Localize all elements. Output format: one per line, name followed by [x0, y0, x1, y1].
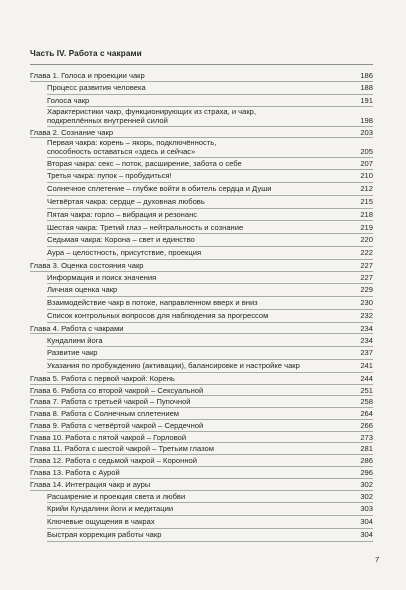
section-row-title: Кундалини йога: [47, 335, 103, 345]
section-row-title: Ключевые ощущения в чакрах: [47, 517, 155, 527]
section-row: [30, 247, 373, 260]
section-row-title: Развитие чакр: [47, 348, 98, 358]
section-row-title: Голоса чакр: [47, 95, 90, 105]
chapter-row: [30, 479, 373, 491]
chapter-row: [30, 432, 373, 444]
chapter-row-title: Глава 8. Работа с Солнечным сплетением: [30, 409, 180, 419]
section-row-page: 219: [360, 222, 373, 232]
section-row: [30, 209, 373, 222]
chapter-row: [30, 443, 373, 455]
chapter-row-page: 258: [360, 397, 373, 407]
section-row-page: 229: [360, 285, 373, 295]
section-row-page: 222: [360, 248, 373, 258]
section-row-page: 205: [360, 146, 373, 156]
chapter-row-title: Глава 3. Оценка состояния чакр: [30, 260, 144, 270]
section-row: [30, 503, 373, 516]
section-row-page: 191: [360, 95, 373, 105]
chapter-row: [30, 127, 373, 139]
section-row-title: Информация и поиск значения: [47, 272, 157, 282]
section-row-page: 237: [360, 348, 373, 358]
section-row: [30, 170, 373, 183]
chapter-row-title: Глава 14. Интеграция чакр и ауры: [30, 479, 151, 489]
section-row-title: Третья чакра: пупок – пробудиться!: [47, 171, 172, 181]
section-row-title: Быстрая коррекция работы чакр: [47, 530, 162, 540]
chapter-row: [30, 323, 373, 335]
section-row: [30, 95, 373, 108]
section-row: [30, 297, 373, 310]
chapter-row-title: Глава 10. Работа с пятой чакрой – Горловой: [30, 432, 187, 442]
table-of-contents: [30, 70, 373, 542]
chapter-row: [30, 455, 373, 467]
section-row: [30, 272, 373, 285]
chapter-row-title: Глава 13. Работа с Аурой: [30, 468, 120, 478]
section-row-title: Пятая чакра: горло – вибрация и резонанс: [47, 209, 198, 219]
row-underline: [47, 541, 373, 542]
section-row-page: 234: [360, 335, 373, 345]
section-row-page: 227: [360, 272, 373, 282]
section-row: [30, 196, 373, 209]
section-row-page: 212: [360, 184, 373, 194]
chapter-row-title: Глава 11. Работа с шестой чакрой – Третьим глазом: [30, 444, 214, 454]
section-row-title: Седьмая чакра: Корона – свет и единство: [47, 235, 195, 245]
chapter-row: [30, 260, 373, 272]
chapter-row-page: 251: [360, 385, 373, 395]
chapter-row: [30, 408, 373, 420]
section-row: [30, 284, 373, 297]
section-row-title: Четвёртая чакра: сердце – духовная любовь: [47, 196, 205, 206]
chapter-row-page: 234: [360, 323, 373, 333]
chapter-row-page: 227: [360, 260, 373, 270]
page-number: 7: [375, 555, 380, 564]
chapter-row: [30, 70, 373, 82]
section-row: [30, 360, 373, 373]
section-row-page: 230: [360, 298, 373, 308]
chapter-row: [30, 396, 373, 408]
chapter-row-title: Глава 6. Работа со второй чакрой – Сексуальной: [30, 385, 204, 395]
section-row-title: Расширение и проекция света и любви: [47, 491, 186, 501]
section-row-page: 302: [360, 491, 373, 501]
section-row: [30, 234, 373, 247]
section-row: [30, 82, 373, 95]
section-row: [30, 183, 373, 196]
section-row-title: Характеристики чакр, функционирующих из страха, и чакр, подкреплённых внутренней силой: [47, 107, 257, 125]
top-rule: [30, 64, 373, 65]
section-row-page: 232: [360, 310, 373, 320]
section-row: [30, 310, 373, 323]
chapter-row-page: 244: [360, 373, 373, 383]
section-row-page: 207: [360, 158, 373, 168]
chapter-row-title: Глава 4. Работа с чакрами: [30, 323, 124, 333]
chapter-row-title: Глава 7. Работа с третьей чакрой – Пупочной: [30, 397, 191, 407]
section-row-page: 215: [360, 196, 373, 206]
chapter-row: [30, 373, 373, 385]
chapter-row-title: Глава 12. Работа с седьмой чакрой – Коронной: [30, 456, 197, 466]
chapter-row-title: Глава 9. Работа с четвёртой чакрой – Сердечной: [30, 420, 204, 430]
chapter-row-title: Глава 2. Сознание чакр: [30, 127, 114, 137]
chapter-row-page: 203: [360, 127, 373, 137]
section-row-title: Крийи Кундалини йоги и медитации: [47, 504, 174, 514]
section-row: [30, 107, 373, 126]
section-row: [30, 347, 373, 360]
section-row-title: Список контрольных вопросов для наблюдения за прогрессом: [47, 310, 269, 320]
section-row: [30, 334, 373, 347]
chapter-row: [30, 420, 373, 432]
chapter-row: [30, 385, 373, 397]
section-row-page: 210: [360, 171, 373, 181]
section-row-title: Первая чакра: корень – якорь, подключённость, способность оставаться «здесь и сейчас»: [47, 138, 217, 156]
section-row: [30, 516, 373, 529]
chapter-row-page: 264: [360, 409, 373, 419]
chapter-row-page: 302: [360, 479, 373, 489]
section-row-page: 304: [360, 530, 373, 540]
section-row-page: 188: [360, 82, 373, 92]
chapter-row-title: Глава 1. Голоса и проекции чакр: [30, 71, 145, 80]
chapter-row-page: 186: [360, 71, 373, 80]
chapter-row-page: 273: [360, 432, 373, 442]
section-row-title: Солнечное сплетение – глубже войти в обитель сердца и Души: [47, 184, 272, 194]
chapter-row-page: 266: [360, 420, 373, 430]
section-row-page: 218: [360, 209, 373, 219]
chapter-row: [30, 467, 373, 479]
section-row: [30, 158, 373, 171]
part-title: Часть IV. Работа с чакрами: [30, 49, 142, 58]
section-row-page: 241: [360, 361, 373, 371]
chapter-row-page: 281: [360, 444, 373, 454]
chapter-row-title: Глава 5. Работа с первой чакрой: Корень: [30, 373, 175, 383]
section-row-title: Взаимодействие чакр в потоке, направленном вверх и вниз: [47, 298, 258, 308]
section-row: [30, 529, 373, 542]
chapter-row-page: 296: [360, 468, 373, 478]
section-row-page: 220: [360, 235, 373, 245]
section-row-title: Аура – целостность, присутствие, проекция: [47, 248, 202, 258]
section-row-title: Личная оценка чакр: [47, 285, 118, 295]
section-row: [30, 138, 373, 157]
section-row-title: Вторая чакра: секс – поток, расширение, забота о себе: [47, 158, 242, 168]
chapter-row-page: 286: [360, 456, 373, 466]
section-row: [30, 491, 373, 504]
section-row-page: 303: [360, 504, 373, 514]
section-row-title: Указания по пробуждению (активации), балансировке и настройке чакр: [47, 361, 300, 371]
section-row-page: 304: [360, 517, 373, 527]
section-row-title: Шестая чакра: Третий глаз – нейтральность и сознание: [47, 222, 244, 232]
section-row: [30, 221, 373, 234]
section-row-page: 198: [360, 115, 373, 125]
section-row-title: Процесс развития человека: [47, 82, 146, 92]
